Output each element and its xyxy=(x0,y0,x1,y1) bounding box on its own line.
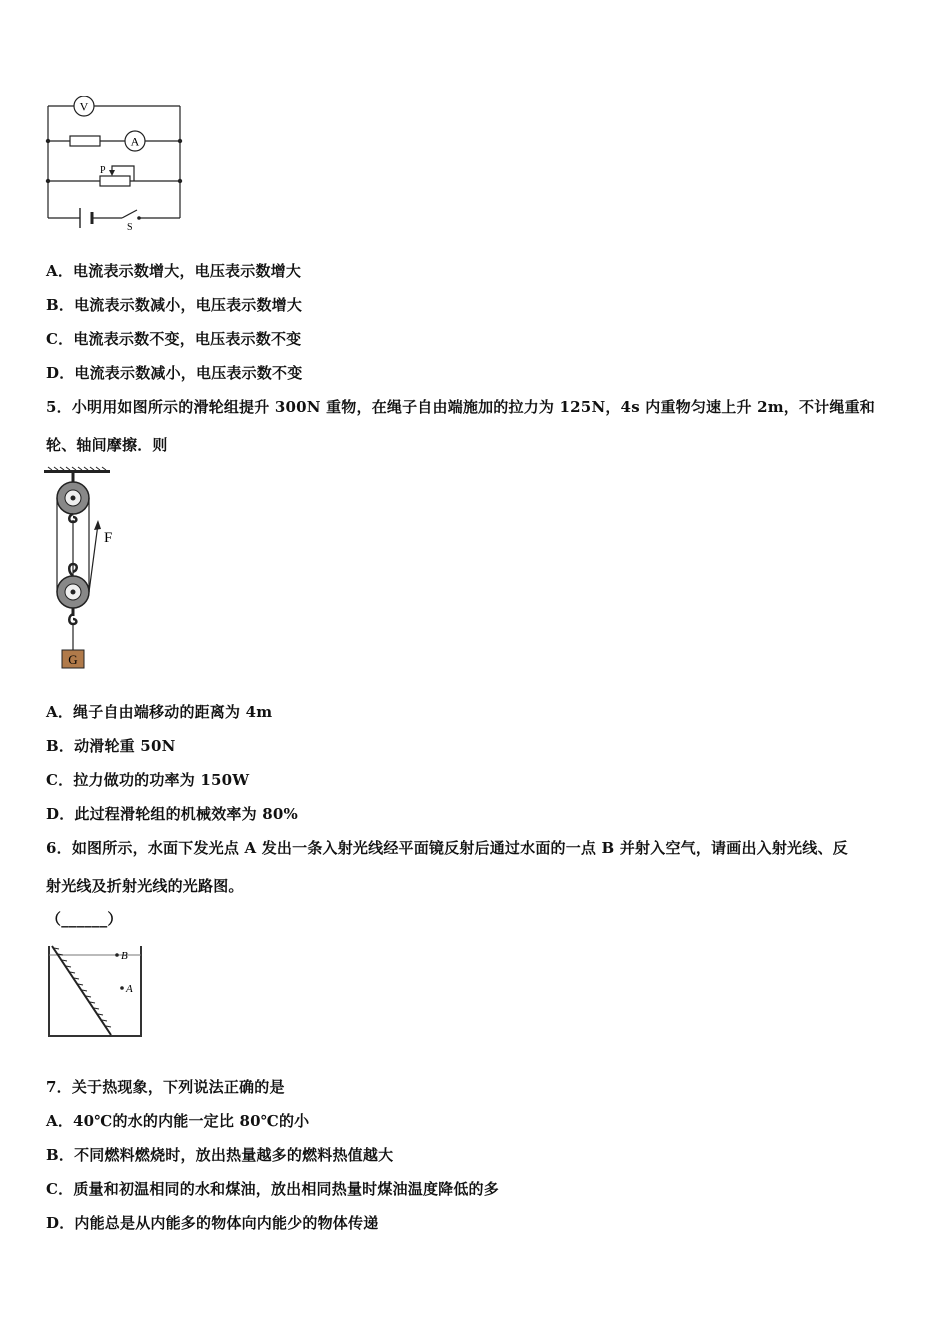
svg-text:G: G xyxy=(68,652,78,667)
svg-text:V: V xyxy=(79,99,89,114)
svg-text:A: A xyxy=(130,134,140,149)
q4-option-c[interactable]: C．电流表示数不变，电压表示数不变 xyxy=(46,330,302,348)
point-a-marker xyxy=(120,986,124,990)
circuit-diagram xyxy=(42,96,187,236)
svg-text:P: P xyxy=(100,165,106,176)
q5-option-a[interactable]: A．绳子自由端移动的距离为 4m xyxy=(46,703,273,721)
svg-text:B: B xyxy=(121,950,128,962)
pulley-diagram xyxy=(40,464,130,676)
resistor xyxy=(70,136,100,146)
q5-option-b[interactable]: B．动滑轮重 50N xyxy=(46,737,176,755)
q7-option-d[interactable]: D．内能总是从内能多的物体向内能少的物体传递 xyxy=(46,1214,379,1232)
q5-stem-line-1: 5．小明用如图所示的滑轮组提升 300N 重物，在绳子自由端施加的拉力为 125N，4s 内重物匀速上升 2m，不计绳重和 xyxy=(46,398,875,416)
q5-option-d[interactable]: D．此过程滑轮组的机械效率为 80% xyxy=(46,805,298,823)
q4-option-d[interactable]: D．电流表示数减小，电压表示数不变 xyxy=(46,364,303,382)
q4-option-a[interactable]: A．电流表示数增大，电压表示数增大 xyxy=(46,262,302,280)
q7-stem: 7．关于热现象，下列说法正确的是 xyxy=(46,1078,285,1096)
q6-stem-line-2: 射光线及折射光线的光路图。 xyxy=(46,877,244,895)
svg-text:A: A xyxy=(126,983,133,995)
q7-option-a[interactable]: A．40℃的水的内能一定比 80℃的小 xyxy=(46,1112,310,1130)
mirror-water-diagram xyxy=(46,942,146,1042)
q6-answer-blank[interactable]: （______） xyxy=(46,910,123,928)
point-b-marker xyxy=(115,953,119,957)
q5-option-c[interactable]: C．拉力做功的功率为 150W xyxy=(46,771,250,789)
rheostat xyxy=(100,176,130,186)
svg-text:S: S xyxy=(127,222,133,233)
q6-stem-line-1: 6．如图所示，水面下发光点 A 发出一条入射光线经平面镜反射后通过水面的一点 B 并射入空气，请画出入射光线、反 xyxy=(46,839,848,857)
q5-stem-line-2: 轮、轴间摩擦．则 xyxy=(46,436,168,454)
q4-option-b[interactable]: B．电流表示数减小，电压表示数增大 xyxy=(46,296,303,314)
q7-option-c[interactable]: C．质量和初温相同的水和煤油，放出相同热量时煤油温度降低的多 xyxy=(46,1180,499,1198)
svg-text:F: F xyxy=(104,530,113,546)
plane-mirror xyxy=(52,946,111,1035)
q7-option-b[interactable]: B．不同燃料燃烧时，放出热量越多的燃料热值越大 xyxy=(46,1146,394,1164)
